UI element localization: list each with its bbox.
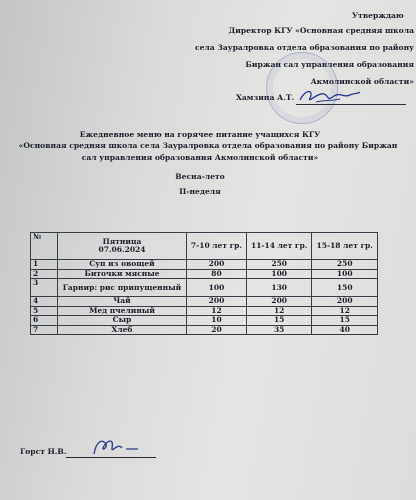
director-signature bbox=[296, 86, 362, 106]
row-dish: Чай bbox=[58, 297, 187, 307]
row-value-15-18: 100 bbox=[312, 269, 378, 279]
approval-line-1: Директор КГУ «Основная средняя школа bbox=[228, 26, 414, 35]
row-value-15-18: 12 bbox=[312, 306, 378, 316]
row-value-11-14: 15 bbox=[246, 316, 312, 326]
approval-line-3: Биржан сал управления образования bbox=[245, 60, 414, 69]
approval-line-2: села Зауралровка отдела образования по району bbox=[194, 43, 414, 52]
row-num: 6 bbox=[31, 316, 58, 326]
header-date: 07.06.2024 bbox=[98, 245, 146, 254]
row-num: 4 bbox=[31, 297, 58, 307]
header-num: № bbox=[31, 233, 58, 260]
menu-title-line-2: «Основная средняя школа села Зауралровка отдела образования по району Биржан bbox=[18, 141, 398, 150]
row-dish: Биточки мясные bbox=[58, 269, 187, 279]
menu-title-line-3: сал управления образования Акмолинской области» bbox=[81, 153, 319, 162]
row-value-15-18: 15 bbox=[312, 316, 378, 326]
row-num: 7 bbox=[31, 325, 58, 335]
table-row bbox=[31, 325, 378, 335]
row-value-7-10: 100 bbox=[187, 279, 247, 297]
row-dish: Хлеб bbox=[58, 325, 187, 335]
row-value-11-14: 200 bbox=[246, 297, 312, 307]
row-value-11-14: 12 bbox=[246, 306, 312, 316]
header-age-7-10: 7-10 лет гр. bbox=[187, 233, 247, 260]
row-value-11-14: 100 bbox=[246, 269, 312, 279]
row-dish: Сыр bbox=[58, 316, 187, 326]
approval-line-4: Акмолинской области» bbox=[310, 77, 414, 86]
season-label: Весна-лето bbox=[175, 172, 225, 181]
row-value-15-18: 200 bbox=[312, 297, 378, 307]
row-value-7-10: 12 bbox=[187, 306, 247, 316]
row-dish: Гарнир: рис припущенный bbox=[58, 279, 187, 297]
header-age-15-18: 15-18 лет гр. bbox=[312, 233, 378, 260]
cook-name: Горст Н.В. bbox=[20, 447, 67, 456]
approval-word: Утверждаю bbox=[352, 11, 404, 20]
row-value-7-10: 200 bbox=[187, 260, 247, 270]
row-value-7-10: 10 bbox=[187, 316, 247, 326]
menu-title-line-1: Ежедневное меню на горячее питание учащихся КГУ bbox=[79, 130, 321, 139]
row-num: 2 bbox=[31, 269, 58, 279]
header-day bbox=[58, 233, 187, 260]
table-row bbox=[31, 306, 378, 316]
row-value-15-18: 40 bbox=[312, 325, 378, 335]
row-value-7-10: 80 bbox=[187, 269, 247, 279]
menu-table bbox=[30, 232, 378, 335]
row-num: 1 bbox=[31, 260, 58, 270]
row-num: 3 bbox=[31, 279, 58, 297]
row-value-7-10: 200 bbox=[187, 297, 247, 307]
row-value-11-14: 130 bbox=[246, 279, 312, 297]
row-num: 5 bbox=[31, 306, 58, 316]
director-signature-line bbox=[296, 104, 406, 105]
row-dish: Мед пчелиный bbox=[58, 306, 187, 316]
director-name: Хамзина А.Т. bbox=[236, 93, 295, 102]
row-value-7-10: 20 bbox=[187, 325, 247, 335]
week-label: II-неделя bbox=[179, 187, 221, 196]
cook-signature bbox=[86, 436, 146, 458]
row-dish: Суп из овощей bbox=[58, 260, 187, 270]
header-age-11-14: 11-14 лет гр. bbox=[246, 233, 312, 260]
header-day-name: Пятница bbox=[102, 237, 142, 247]
row-value-15-18: 150 bbox=[312, 279, 378, 297]
cook-signature-line bbox=[66, 457, 156, 458]
row-value-11-14: 250 bbox=[246, 260, 312, 270]
table-row bbox=[31, 297, 378, 307]
table-row bbox=[31, 316, 378, 326]
table-header-row bbox=[31, 233, 378, 260]
row-value-11-14: 35 bbox=[246, 325, 312, 335]
table-row bbox=[31, 260, 378, 270]
row-value-15-18: 250 bbox=[312, 260, 378, 270]
table-row bbox=[31, 269, 378, 279]
table-row bbox=[31, 279, 378, 297]
